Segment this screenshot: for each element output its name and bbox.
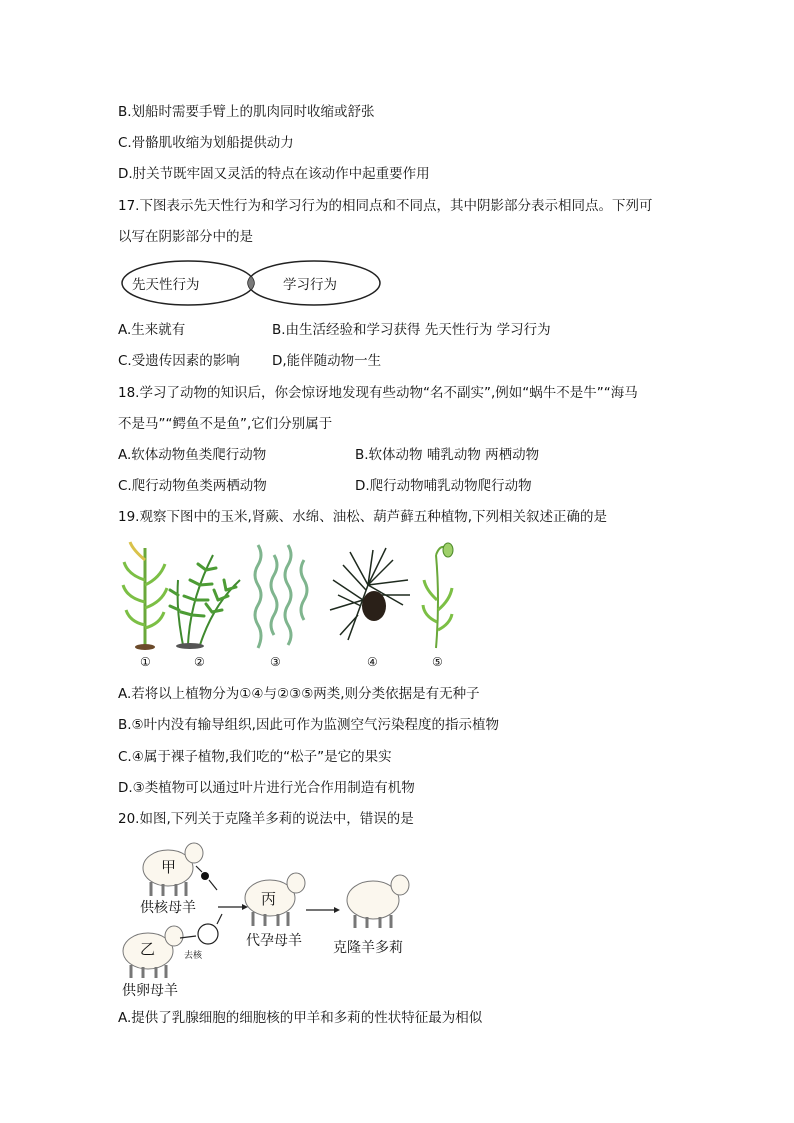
spirogyra-illustration bbox=[255, 545, 307, 648]
pine-branch-illustration bbox=[330, 548, 410, 640]
plant-label-3: ③ bbox=[270, 655, 281, 669]
label-donor-nucleus: 供核母羊 bbox=[140, 900, 196, 916]
label-jia: 甲 bbox=[161, 858, 177, 876]
plants-svg bbox=[118, 540, 468, 652]
q17-option-a: A.生来就有 bbox=[118, 322, 186, 338]
corn-plant-illustration bbox=[123, 542, 167, 650]
q18-stem-line2: 不是马”“鳄鱼不是鱼”,它们分别属于 bbox=[118, 416, 333, 432]
plant-label-1: ① bbox=[140, 655, 151, 669]
q17-option-c: C.受遗传因素的影响 bbox=[118, 353, 240, 369]
q18-option-b: B.软体动物 哺乳动物 两栖动物 bbox=[355, 447, 540, 463]
q17-stem-line1: 17.下图表示先天性行为和学习行为的相同点和不同点，其中阴影部分表示相同点。下列可 bbox=[118, 198, 653, 214]
label-surrogate: 代孕母羊 bbox=[246, 933, 302, 949]
arrow-egg-to-merge bbox=[217, 914, 222, 924]
q17-option-b: B.由生活经验和学习获得 先天性行为 学习行为 bbox=[272, 322, 551, 338]
q17-option-d: D,能伴随动物一生 bbox=[272, 353, 382, 369]
q19-option-c: C.④属于裸子植物,我们吃的“松子”是它的果实 bbox=[118, 749, 392, 765]
sheep-dolly-illustration bbox=[347, 875, 409, 928]
q16-option-c: C.骨骼肌收缩为划船提供动力 bbox=[118, 135, 294, 151]
fern-plant-illustration bbox=[170, 555, 240, 649]
plant-label-5: ⑤ bbox=[432, 655, 443, 669]
label-remove-nucleus: 去核 bbox=[184, 951, 203, 961]
venn-right-label: 学习行为 bbox=[283, 277, 337, 293]
q19-option-b: B.⑤叶内没有输导组织,因此可作为监测空气污染程度的指示植物 bbox=[118, 717, 499, 733]
arrowhead-to-dolly bbox=[334, 907, 340, 913]
egg-cell-circle bbox=[198, 924, 218, 944]
label-bing: 丙 bbox=[261, 890, 277, 908]
q16-option-d: D.肘关节既牢固又灵活的特点在该动作中起重要作用 bbox=[118, 166, 430, 182]
nucleus-dot bbox=[201, 872, 209, 880]
label-yi: 乙 bbox=[140, 940, 156, 958]
q18-option-c: C.爬行动物鱼类两栖动物 bbox=[118, 478, 267, 494]
venn-left-label: 先天性行为 bbox=[132, 277, 200, 293]
arrow-nucleus-to-merge bbox=[209, 880, 217, 890]
plants-figure bbox=[118, 540, 468, 670]
q18-option-d: D.爬行动物哺乳动物爬行动物 bbox=[355, 478, 532, 494]
q20-option-a: A.提供了乳腺细胞的细胞核的甲羊和多莉的性状特征最为相似 bbox=[118, 1010, 483, 1026]
q18-option-a: A.软体动物鱼类爬行动物 bbox=[118, 447, 267, 463]
q16-option-b: B.划船时需要手臂上的肌肉同时收缩或舒张 bbox=[118, 104, 375, 120]
plant-label-2: ② bbox=[194, 655, 205, 669]
cloning-diagram bbox=[118, 838, 428, 1003]
q17-stem-line2: 以写在阴影部分中的是 bbox=[118, 229, 253, 245]
q19-option-a: A.若将以上植物分为①④与②③⑤两类,则分类依据是有无种子 bbox=[118, 686, 480, 702]
arrow-jia-to-nucleus bbox=[196, 866, 202, 872]
q18-stem-line1: 18.学习了动物的知识后，你会惊讶地发现有些动物“名不副实”,例如“蜗牛不是牛”“海马 bbox=[118, 385, 638, 401]
plant-label-4: ④ bbox=[367, 655, 378, 669]
q19-stem: 19.观察下图中的玉米,肾蕨、水绵、油松、葫芦藓五种植物,下列相关叙述正确的是 bbox=[118, 509, 608, 525]
label-clone: 克隆羊多莉 bbox=[333, 940, 403, 956]
label-donor-egg: 供卵母羊 bbox=[122, 983, 178, 999]
q20-stem: 20.如图,下列关于克隆羊多莉的说法中，错误的是 bbox=[118, 811, 414, 827]
q19-option-d: D.③类植物可以通过叶片进行光合作用制造有机物 bbox=[118, 780, 415, 796]
venn-diagram bbox=[118, 258, 384, 308]
moss-plant-illustration bbox=[423, 543, 453, 648]
